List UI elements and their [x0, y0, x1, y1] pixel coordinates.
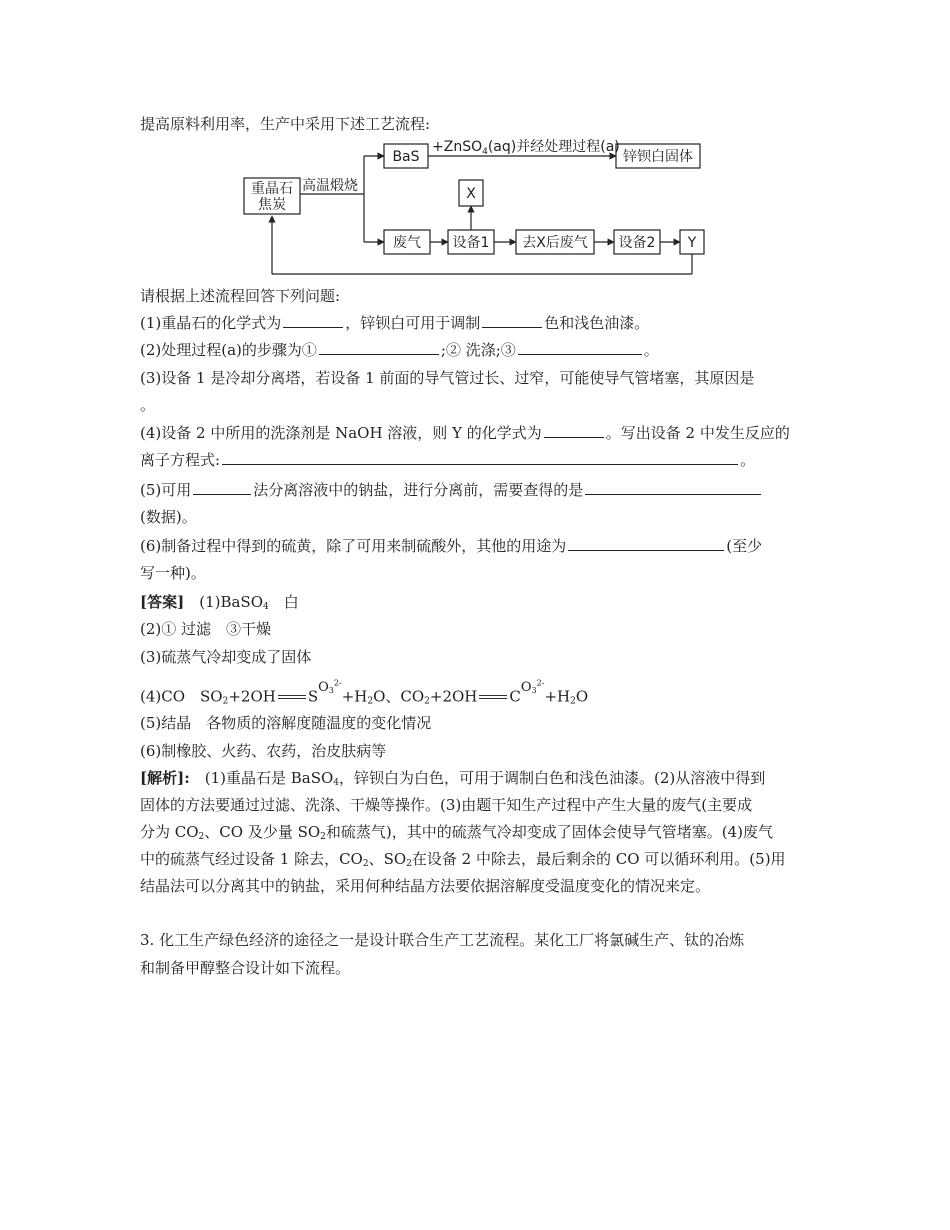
- device2-box: [614, 230, 660, 254]
- answer-blank: [283, 313, 343, 328]
- answer-1: [答案] (1)BaSO$_4$ 白: [140, 593, 299, 612]
- bas-box: [384, 144, 428, 168]
- raw-top-label: 重晶石: [251, 181, 293, 197]
- answer-4-equation: (4)CO $SO_2+2OH$ $SO_3^{2-}+H_2O$、$CO_2+2OH$ $CO_3^{2-}+H_2O$: [140, 679, 589, 707]
- intro-text: 提高原料利用率，生产中采用下述工艺流程:: [140, 115, 431, 133]
- analysis-line-3: 分为 $CO_2$、CO 及少量 $SO_2$和硫蒸气)，其中的硫蒸气冷却变成了固体会使导气管堵塞。(4)废气: [140, 823, 774, 842]
- analysis-label: [解析]:: [140, 769, 190, 787]
- answer-blank: [319, 340, 439, 355]
- raw-bottom-label: 焦炭: [258, 197, 286, 213]
- answer-blank: [518, 340, 642, 355]
- product-label: 锌钡白固体: [623, 149, 693, 165]
- answer-blank: [585, 480, 761, 495]
- waste-gas-box: [384, 230, 430, 254]
- after-x-box: [516, 230, 594, 254]
- next-question-line-1: 3. 化工生产绿色经济的途径之一是设计联合生产工艺流程。某化工厂将氯碱生产、钛的冶炼: [140, 931, 745, 949]
- question-5-end: (数据)。: [140, 508, 197, 526]
- product-box: [616, 144, 700, 168]
- answer-label: [答案]: [140, 593, 185, 611]
- prompt-text: 请根据上述流程回答下列问题:: [140, 287, 341, 305]
- question-4-cont: 离子方程式: 。: [140, 451, 756, 469]
- y-box: [680, 230, 704, 254]
- answer-2: (2)① 过滤 ③干燥: [140, 620, 272, 638]
- device1-label: 设备1: [452, 235, 490, 251]
- answer-5: (5)结晶 各物质的溶解度随温度的变化情况: [140, 714, 432, 732]
- analysis-line-1: [解析]: (1)重晶石是 BaSO$_4$，锌钡白为白色，可用于调制白色和浅色油漆。(2)从溶液中得到: [140, 769, 766, 788]
- answer-blank: [222, 450, 738, 465]
- question-4: (4)设备 2 中所用的洗涤剂是 NaOH 溶液，则 Y 的化学式为 。写出设备 2 中发生反应的: [140, 424, 790, 442]
- analysis-line-4: 中的硫蒸气经过设备 1 除去，$CO_2$、$SO_2$在设备 2 中除去，最后剩余的 CO 可以循环利用。(5)用: [140, 850, 786, 869]
- analysis-line-5: 结晶法可以分离其中的钠盐，采用何种结晶方法要依据溶解度受温度变化的情况来定。: [140, 877, 711, 895]
- answer-blank: [482, 313, 542, 328]
- analysis-line-2: 固体的方法要通过过滤、洗涤、干燥等操作。(3)由题干知生产过程中产生大量的废气(主要成: [140, 796, 753, 814]
- x-label: X: [466, 186, 476, 202]
- raw-material-box: [244, 178, 300, 214]
- step-a-label: +ZnSO$_4$(aq)并经处理过程(a): [432, 139, 620, 157]
- answer-blank: [193, 480, 251, 495]
- process-flow-diagram: [240, 138, 720, 278]
- answer-blank: [568, 536, 724, 551]
- calcine-label: 高温煅烧: [302, 178, 358, 194]
- answer-3: (3)硫蒸气冷却变成了固体: [140, 648, 312, 666]
- question-2: (2)处理过程(a)的步骤为① ;② 洗涤;③ 。: [140, 341, 659, 359]
- after-x-label: 去X后废气: [522, 235, 588, 251]
- y-label: Y: [687, 235, 697, 251]
- next-question-line-2: 和制备甲醇整合设计如下流程。: [140, 959, 351, 977]
- question-3-end: 。: [140, 396, 156, 414]
- x-box: [459, 180, 483, 206]
- question-6-end: 写一种)。: [140, 564, 206, 582]
- bas-label: BaS: [392, 149, 420, 165]
- question-3: (3)设备 1 是冷却分离塔，若设备 1 前面的导气管过长、过窄，可能使导气管堵塞，其原因是: [140, 369, 755, 387]
- question-5: (5)可用 法分离溶液中的钠盐，进行分离前，需要查得的是: [140, 480, 763, 500]
- device2-label: 设备2: [618, 235, 656, 251]
- waste-gas-label: 废气: [393, 235, 421, 251]
- device1-box: [448, 230, 494, 254]
- question-1: (1)重晶石的化学式为 ，锌钡白可用于调制 色和浅色油漆。: [140, 314, 650, 332]
- question-6: (6)制备过程中得到的硫黄，除了可用来制硫酸外，其他的用途为 (至少: [140, 537, 763, 555]
- answer-6: (6)制橡胶、火药、农药，治皮肤病等: [140, 742, 387, 760]
- answer-blank: [544, 423, 604, 438]
